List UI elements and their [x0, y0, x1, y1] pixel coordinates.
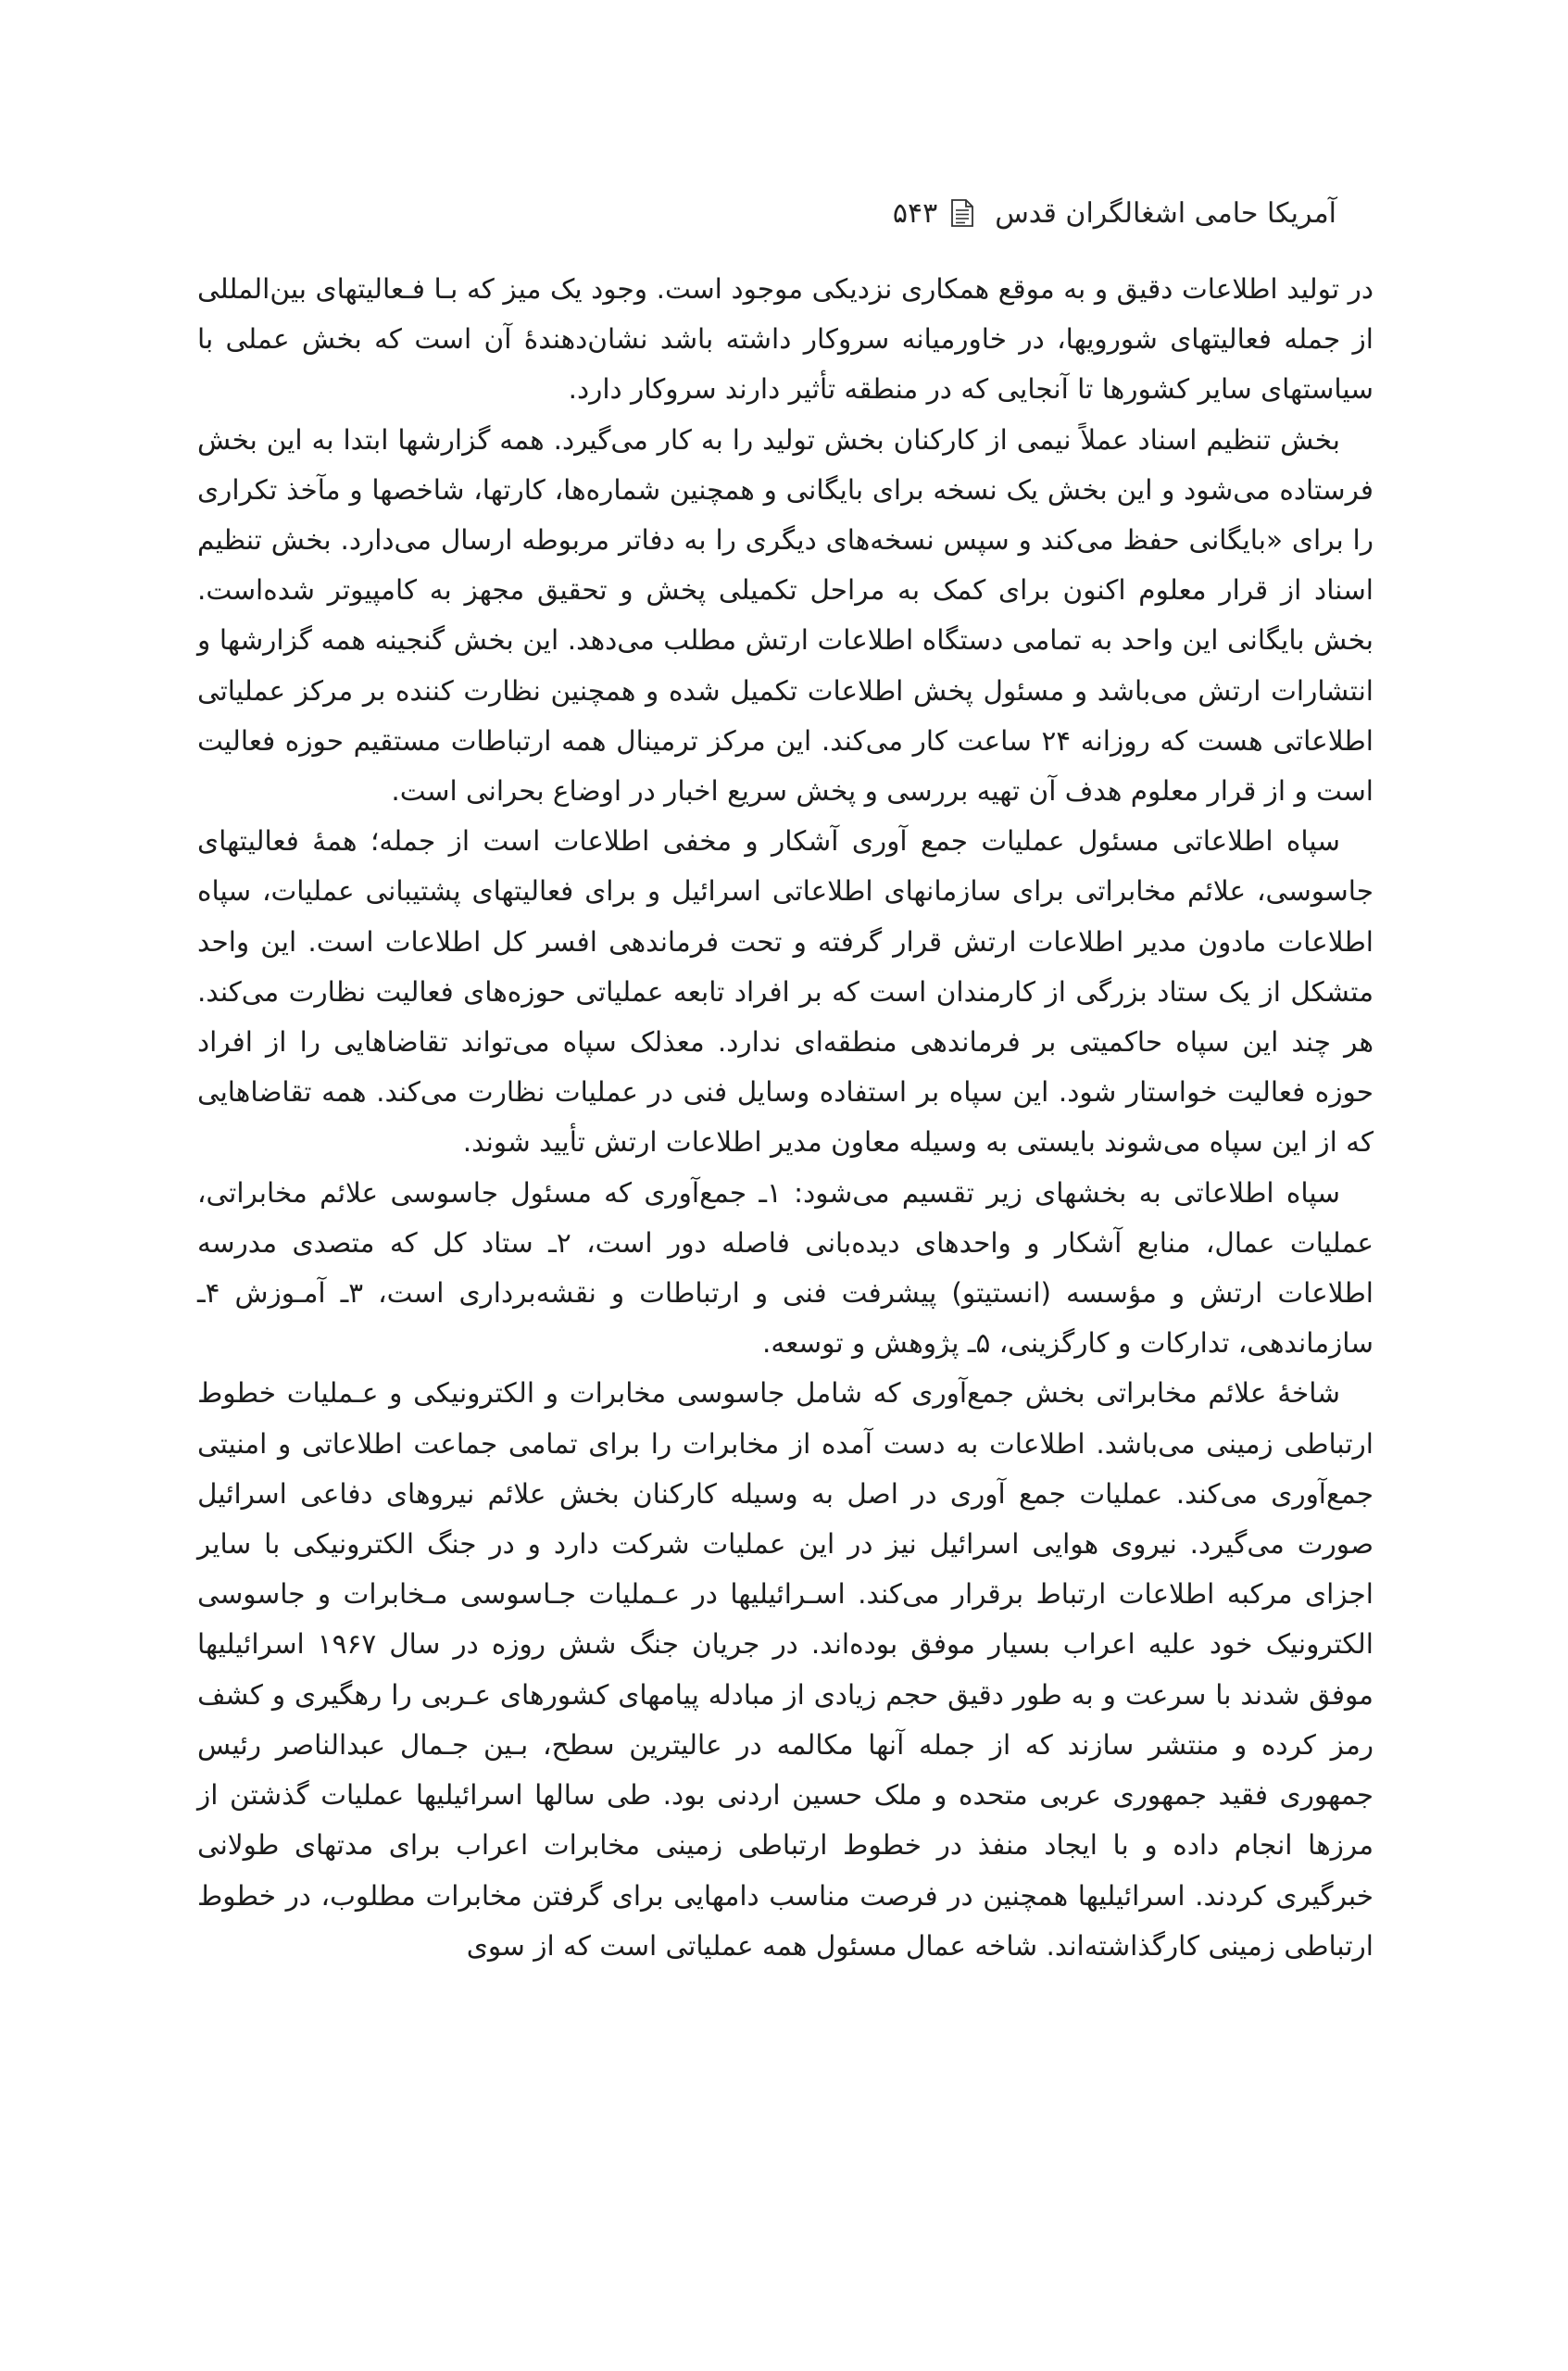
page-number: ۵۴۳ — [892, 196, 938, 230]
paragraph: سپاه اطلاعاتی به بخشهای زیر تقسیم می‌شود: ۱ـ جمع‌آوری که مسئول جاسوسی علائم مخابراتی، عملیات عمال، منابع آشکار و واحدهای دیده‌بانی فاصله دور است، ۲ـ ستاد کل که متصدی مدرسه اطلاعات ارتش و مؤسسه (انستیتو) پیشرفت فنی و ارتباطات و نقشه‌برداری است، ۳ـ آمـوزش ۴ـ سازماندهی، تدارکات و کارگزینی، ۵ـ پژوهش و توسعه. — [197, 1176, 1374, 1360]
document-icon — [950, 199, 974, 227]
page-body — [197, 264, 1374, 1971]
paragraph: شاخهٔ علائم مخابراتی بخش جمع‌آوری که شامل جاسوسی مخابرات و الکترونیکی و عـملیات خطوط ارتباطی زمینی می‌باشد. اطلاعات به دست آمده از مخابرات را برای تمامی جماعت اطلاعاتی و امنیتی جمع‌آوری می‌کند. عملیات جمع آوری در اصل به وسیله کارکنان بخش علائم نیروهای دفاعی اسرائیل صورت می‌گیرد. نیروی هوایی اسرائیل نیز در این عملیات شرکت دارد و در جنگ الکترونیکی با سایر اجزای مرکبه اطلاعات ارتباط برقرار می‌کند. اسـرائیلیها در عـملیات جـاسوسی مـخابرات و جاسوسی الکترونیک خود علیه اعراب بسیار موفق بوده‌اند. در جریان جنگ شش روزه در سال ۱۹۶۷ اسرائیلیها موفق شدند با سرعت و به طور دقیق حجم زیادی از مبادله پیامهای کشورهای عـربی را رهگیری و کشف رمز کرده و منتشر سازند که از جمله آنها مکالمه در عالیترین سطح، بـین جـمال عبدالناصر رئیس جمهوری فقید جمهوری عربی متحده و ملک حسین اردنی بود. طی سالها اسرائیلیها عملیات گذشتن از مرزها انجام داده و با ایجاد منفذ در خطوط ارتباطی زمینی مخابرات اعراب برای مدتهای طولانی خبرگیری کردند. اسرائیلیها همچنین در فرصت مناسب دامهایی برای گرفتن مخابرات مطلوب، در خطوط ارتباطی زمینی کارگذاشته‌اند. شاخه عمال مسئول همه عملیاتی است که از سوی — [197, 1377, 1374, 1962]
page-header — [232, 185, 1336, 241]
paragraph: سپاه اطلاعاتی مسئول عملیات جمع آوری آشکار و مخفی اطلاعات است از جمله؛ همهٔ فعالیتهای جاسوسی، علائم مخابراتی برای سازمانهای اطلاعاتی اسرائیل و برای فعالیتهای پشتیبانی عملیات، سپاه اطلاعات مادون مدیر اطلاعات ارتش قرار گرفته و تحت فرماندهی افسر کل اطلاعات است. این واحد متشکل از یک ستاد بزرگی از کارمندان است که بر افراد تابعه عملیاتی حوزه‌های فعالیت نظارت می‌کند. هر چند این سپاه حاکمیتی بر فرماندهی منطقه‌ای ندارد. معذلک سپاه می‌تواند تقاضاهایی را از افراد حوزه فعالیت خواستار شود. این سپاه بر استفاده وسایل فنی در عملیات نظارت می‌کند. همه تقاضاهایی که از این سپاه می‌شوند بایستی به وسیله معاون مدیر اطلاعات ارتش تأیید شوند. — [197, 825, 1374, 1159]
paragraph: بخش تنظیم اسناد عملاً نیمی از کارکنان بخش تولید را به کار می‌گیرد. همه گزارشها ابتدا به این بخش فرستاده می‌شود و این بخش یک نسخه برای بایگانی و همچنین شماره‌ها، کارتها، شاخصها و مآخذ تکراری را برای «بایگانی حفظ می‌کند و سپس نسخه‌های دیگری را به دفاتر مربوطه ارسال می‌دارد. بخش تنظیم اسناد از قرار معلوم اکنون برای کمک به مراحل تکمیلی پخش و تحقیق مجهز به کامپیوتر شده‌است. بخش بایگانی این واحد به تمامی دستگاه اطلاعات ارتش مطلب می‌دهد. این بخش گنجینه همه گزارشها و انتشارات ارتش می‌باشد و مسئول پخش اطلاعات تکمیل شده و همچنین نظارت کننده بر مرکز عملیاتی اطلاعاتی هست که روزانه ۲۴ ساعت کار می‌کند. این مرکز ترمینال همه ارتباطات مستقیم حوزه فعالیت است و از قرار معلوم هدف آن تهیه بررسی و پخش سریع اخبار در اوضاع بحرانی است. — [197, 423, 1374, 808]
running-title: آمریکا حامی اشغالگران قدس — [995, 196, 1336, 230]
paragraph: در تولید اطلاعات دقیق و به موقع همکاری نزدیکی موجود است. وجود یک میز که بـا فـعالیتهای بین‌المللی از جمله فعالیتهای شورویها، در خاورمیانه سروکار داشته باشد نشان‌دهندهٔ آن است که بخش عملی با سیاستهای سایر کشورها تا آنجایی که در منطقه تأثیر دارند سروکار دارد. — [197, 273, 1374, 406]
